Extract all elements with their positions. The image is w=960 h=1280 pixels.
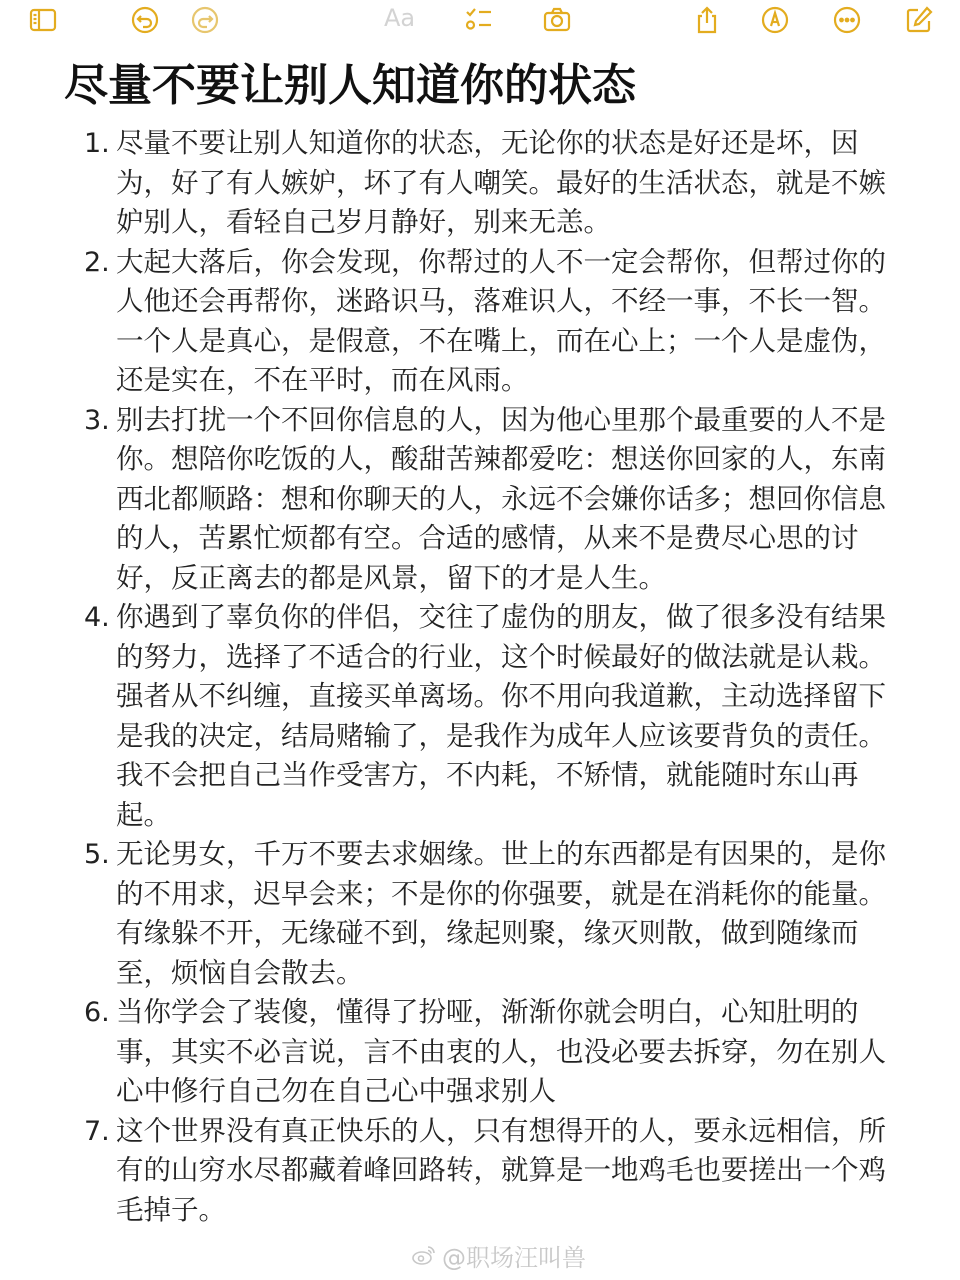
more-icon[interactable] (830, 3, 864, 37)
markup-icon[interactable] (758, 3, 792, 37)
list-item (0, 993, 960, 1112)
item-text: 无论男女，千万不要去求姻缘。世上的东西都是有因果的，是你的不用求，迟早会来；不是你的你强要，就是在消耗你的能量。有缘躲不开，无缘碰不到，缘起则聚，缘灭则散，做到随缘而至，烦恼自会散去。 (116, 838, 886, 989)
text-format-icon[interactable]: Aa (384, 4, 416, 32)
undo-icon[interactable] (128, 3, 162, 37)
note-title: 尽量不要让别人知道你的状态 (64, 60, 636, 111)
item-number: 5. (84, 839, 110, 870)
item-text: 尽量不要让别人知道你的状态，无论你的状态是好还是坏，因为，好了有人嫉妒，坏了有人嘲笑。最好的生活状态，就是不嫉妒别人，看轻自己岁月静好，别来无恙。 (116, 127, 886, 238)
watermark-text: @职场汪叫兽 (442, 1243, 586, 1272)
checklist-icon[interactable] (462, 3, 496, 37)
weibo-logo-icon (412, 1244, 436, 1266)
item-text: 你遇到了辜负你的伴侣，交往了虚伪的朋友，做了很多没有结果的努力，选择了不适合的行业，这个时候最好的做法就是认栽。强者从不纠缠，直接买单离场。你不用向我道歉，主动选择留下是我的决定，结局赌输了，是我作为成年人应该要背负的责任。我不会把自己当作受害方，不内耗，不矫情，就能随时东山再起。 (116, 601, 886, 831)
item-text: 当你学会了装傻，懂得了扮哑，渐渐你就会明白，心知肚明的事，其实不必言说，言不由衷的人，也没必要去拆穿，勿在别人心中修行自己勿在自己心中强求别人 (116, 996, 886, 1107)
item-number: 1. (84, 128, 110, 159)
item-number: 3. (84, 404, 110, 436)
list-item (0, 124, 960, 243)
list-item (0, 598, 960, 835)
camera-icon[interactable] (540, 3, 574, 37)
item-number: 2. (84, 246, 110, 278)
share-icon[interactable] (690, 3, 724, 37)
item-text: 这个世界没有真正快乐的人，只有想得开的人，要永远相信，所有的山穷水尽都藏着峰回路转，就算是一地鸡毛也要搓出一个鸡毛掉子。 (116, 1114, 886, 1226)
notes-toolbar (0, 0, 960, 42)
item-number: 6. (84, 997, 110, 1028)
list-item (0, 835, 960, 993)
list-item (0, 243, 960, 401)
list-item (0, 401, 960, 599)
item-number: 7. (84, 1115, 110, 1147)
item-number: 4. (84, 602, 110, 633)
note-list (0, 124, 960, 1230)
list-item (0, 1112, 960, 1231)
item-text: 别去打扰一个不回你信息的人，因为他心里那个最重要的人不是你。想陪你吃饭的人，酸甜苦辣都爱吃：想送你回家的人，东南西北都顺路：想和你聊天的人，永远不会嫌你话多；想回你信息的人，苦累忙烦都有空。合适的感情，从来不是费尽心思的讨好，反正离去的都是风景，留下的才是人生。 (116, 403, 886, 594)
redo-icon[interactable] (188, 3, 222, 37)
compose-icon[interactable] (902, 3, 936, 37)
watermark (412, 1238, 586, 1272)
sidebar-icon[interactable] (26, 3, 60, 37)
item-text: 大起大落后，你会发现，你帮过的人不一定会帮你，但帮过你的人他还会再帮你，迷路识马，落难识人，不经一事，不长一智。一个人是真心，是假意，不在嘴上，而在心上；一个人是虚伪，还是实在，不在平时，而在风雨。 (116, 245, 886, 396)
